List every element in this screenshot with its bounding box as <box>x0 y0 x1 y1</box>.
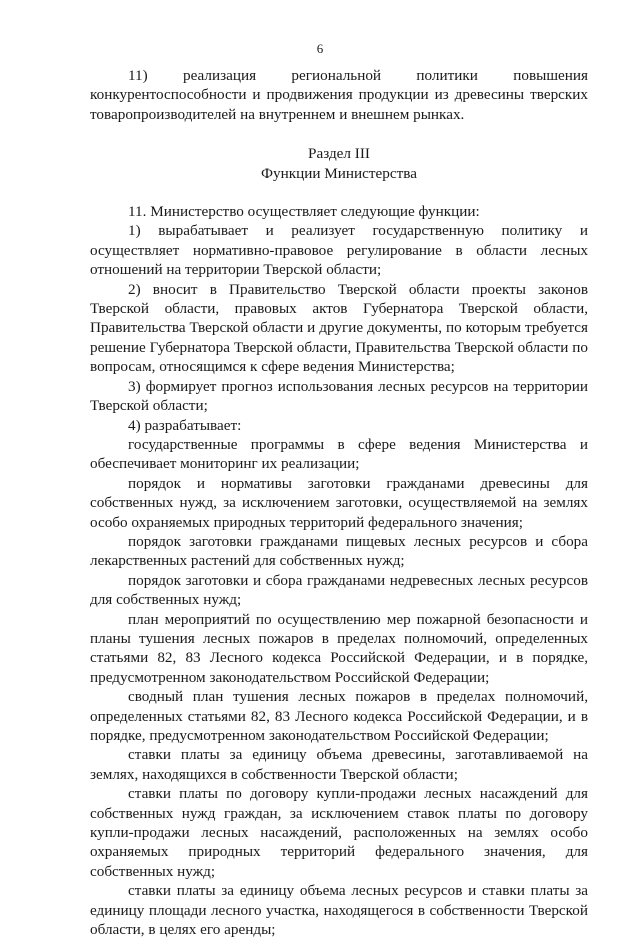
page-number: 6 <box>316 41 324 56</box>
paragraph: 2) вносит в Правительство Тверской области проекты законов Тверской области, правовых актов Губернатора Тверской области, Правительства Тверской области и другие документы, по которым требуется решение Губернатора Тверской области, Правительства Тверской области по вопросам, относящимся к сфере ведения Министерства; <box>90 280 588 376</box>
paragraph: порядок заготовки гражданами пищевых лесных ресурсов и сбора лекарственных растений для собственных нужд; <box>90 532 588 570</box>
paragraph: ставки платы по договору купли-продажи лесных насаждений для собственных нужд граждан, за исключением ставок платы по договору купли-продажи лесных насаждений, расположенных на землях особо охраняемых природных территорий федерального значения, для собственных нужд; <box>90 785 588 880</box>
paragraph: сводный план тушения лесных пожаров в пределах полномочий, определенных статьями 82, 83 Лесного кодекса Российской Федерации, и в порядке, предусмотренном законодательством Российской Федерации; <box>90 688 588 744</box>
paragraph: ставки платы за единицу объема лесных ресурсов и ставки платы за единицу площади лесного участка, находящегося в собственности Тверской области, в целях его аренды; <box>90 882 588 939</box>
section-number: Раздел III <box>308 145 370 163</box>
paragraph: план мероприятий по осуществлению мер пожарной безопасности и планы тушения лесных пожаров в пределах полномочий, определенных статьями 82, 83 Лесного кодекса Российской Федерации, и в порядке, предусмотренном законодательством Российской Федерации; <box>90 610 588 686</box>
paragraph: государственные программы в сфере ведения Министерства и обеспечивает мониторинг их реализации; <box>90 435 588 473</box>
paragraph: 1) вырабатывает и реализует государственную политику и осуществляет нормативно-правовое регулирование в области лесных отношений на территории Тверской области; <box>90 222 588 279</box>
document-body <box>90 66 588 939</box>
paragraph: 11. Министерство осуществляет следующие функции: <box>128 203 480 221</box>
paragraph: порядок и нормативы заготовки гражданами древесины для собственных нужд, за исключением заготовки, осуществляемой на землях особо охраняемых природных территорий федерального значения; <box>90 474 588 531</box>
section-title: Функции Министерства <box>261 164 417 182</box>
paragraph: порядок заготовки и сбора гражданами недревесных лесных ресурсов для собственных нужд; <box>90 571 588 609</box>
intro-item: 11) реализация региональной политики повышения конкурентоспособности и продвижения продукции из древесины тверских товаропроизводителей на внутреннем и внешнем рынках. <box>90 67 588 123</box>
paragraph: ставки платы за единицу объема древесины, заготавливаемой на землях, находящихся в собственности Тверской области; <box>90 746 588 783</box>
paragraph: 3) формирует прогноз использования лесных ресурсов на территории Тверской области; <box>90 377 588 415</box>
paragraph: 4) разрабатывает: <box>128 416 242 434</box>
